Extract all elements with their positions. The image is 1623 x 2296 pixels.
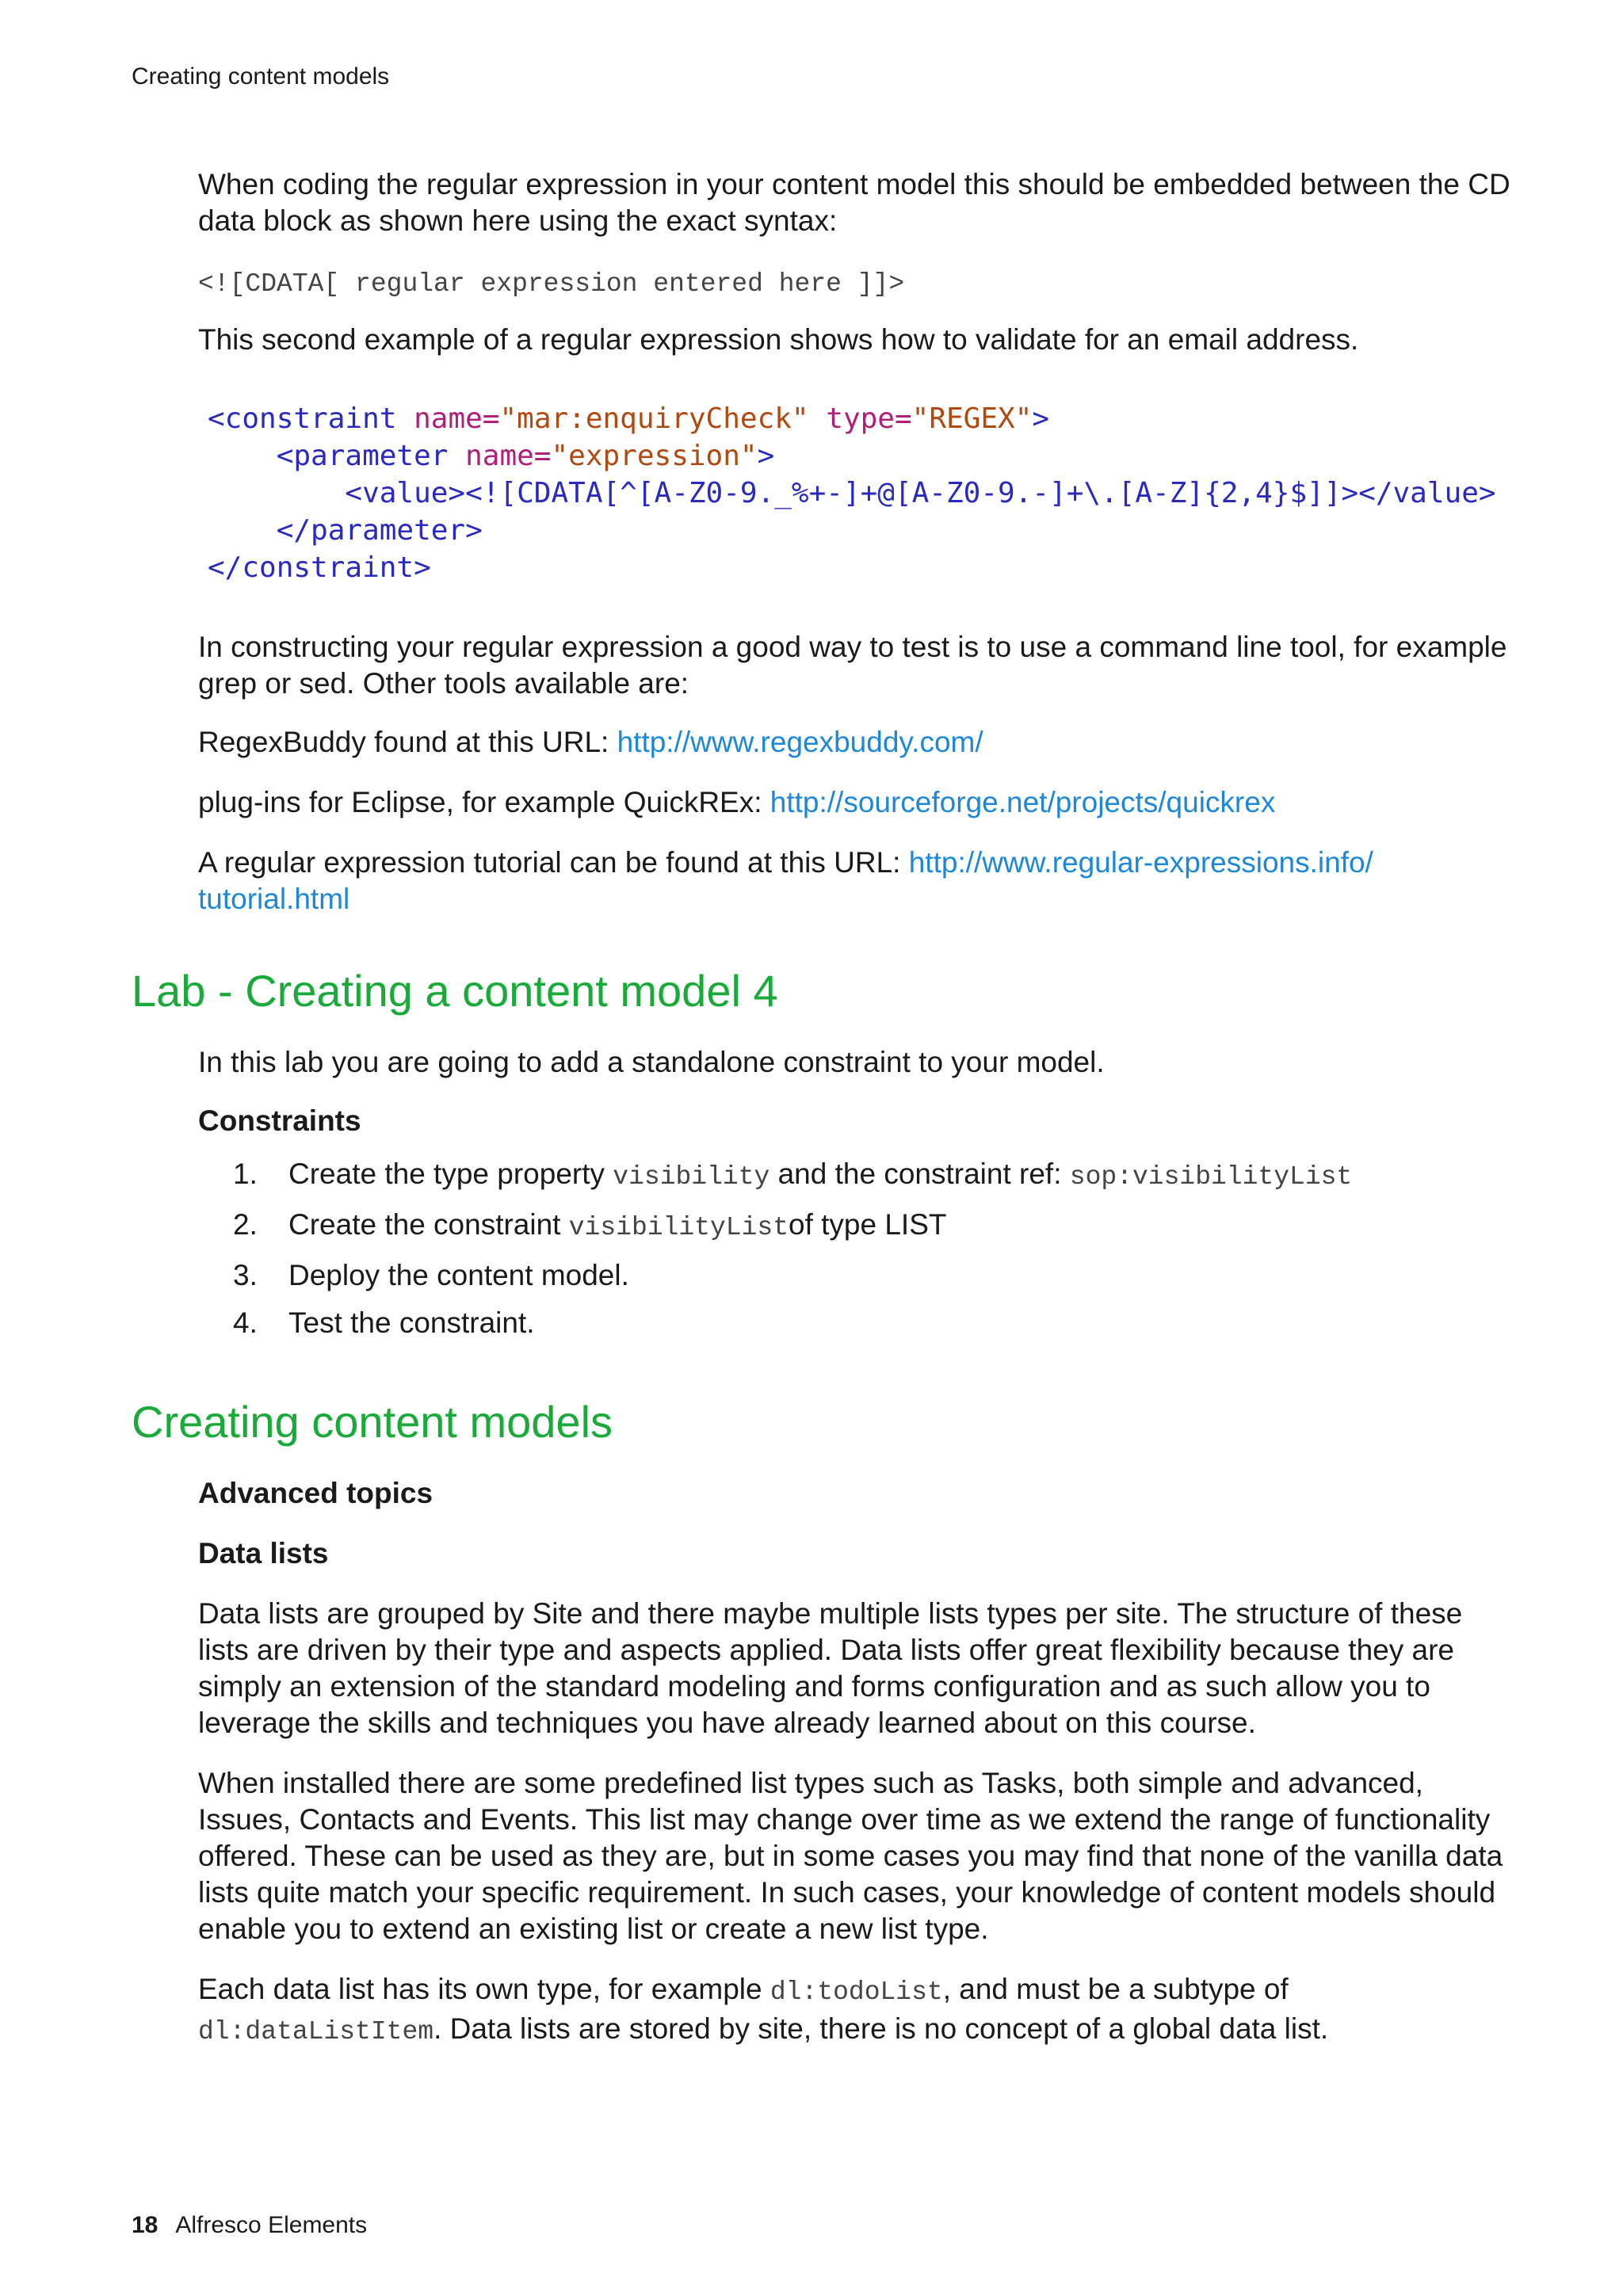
tutorial-line: A regular expression tutorial can be found at this URL: http://www.regular-expressions.info/ tutorial.html	[198, 846, 1373, 915]
lab-section	[198, 1044, 1514, 1347]
email-example-paragraph: This second example of a regular expression shows how to validate for an email address.	[198, 323, 1359, 356]
list-item: 1. Create the type property visibility and the constraint ref: sop:visibilityList	[233, 1158, 1353, 1192]
datalists-paragraph-1: Data lists are grouped by Site and there maybe multiple lists types per site. The structure of these lists are driven by their type and aspects applied. Data lists offer great flexibility because they are simply an extension of the standard modeling and forms configuration and as such allow you to leverage the skills and techniques you have already learned about on this course.	[198, 1597, 1463, 1739]
intro-section-2	[198, 322, 1514, 358]
regexbuddy-link[interactable]: http://www.regexbuddy.com/	[617, 726, 983, 758]
list-item: 4. Test the constraint.	[233, 1306, 535, 1339]
list-item: 3. Deploy the content model.	[233, 1259, 629, 1291]
lab-steps	[198, 1150, 1514, 1347]
regexbuddy-line: RegexBuddy found at this URL: http://www.regexbuddy.com/	[198, 726, 983, 758]
data-lists-heading: Data lists	[198, 1537, 329, 1569]
eclipse-line: plug-ins for Eclipse, for example QuickREx: http://sourceforge.net/projects/quickrex	[198, 786, 1276, 818]
tutorial-link[interactable]: http://www.regular-expressions.info/	[908, 846, 1373, 879]
datalists-paragraph-3: Each data list has its own type, for example dl:todoList, and must be a subtype of dl:dataListItem. Data lists are stored by site, there is no concept of a global data list.	[198, 1973, 1329, 2046]
page-footer	[132, 2212, 367, 2239]
running-header: Creating content models	[132, 63, 390, 90]
section-heading: Creating content models	[132, 1397, 613, 1447]
page-number: 18	[132, 2212, 158, 2238]
list-item: 2. Create the constraint visibilityListof type LIST	[233, 1208, 947, 1242]
lab-heading: Lab - Creating a content model 4	[132, 966, 778, 1016]
intro-paragraph: When coding the regular expression in your content model this should be embedded between the CD data block as shown here using the exact syntax:	[198, 168, 1510, 237]
tools-paragraph: In constructing your regular expression a good way to test is to use a command line tool, for example grep or sed. Other tools available are:	[198, 631, 1507, 700]
quickrex-link[interactable]: http://sourceforge.net/projects/quickrex	[769, 786, 1276, 818]
tools-section	[198, 629, 1514, 917]
regex-code-block: <constraint name="mar:enquiryCheck" type="REGEX"> <parameter name="expression"> <value><![CDATA[^[A-Z0-9._%+-]+@[A-Z0-9.-]+\.[A-Z]{2,4}$]]></value> </parameter> </constraint>	[208, 402, 1496, 584]
cdata-example: <![CDATA[ regular expression entered here ]]>	[198, 269, 905, 299]
intro-section	[198, 166, 1514, 239]
book-title: Alfresco Elements	[175, 2212, 368, 2238]
constraints-subheading: Constraints	[198, 1104, 361, 1137]
datalists-section	[198, 1475, 1514, 2050]
datalists-paragraph-2: When installed there are some predefined list types such as Tasks, both simple and advanced, Issues, Contacts and Events. This list may change over time as we extend the range of functionality offered. These can be used as they are, but in some cases you may find that none of the vanilla data lists quite match your specific requirement. In such cases, your knowledge of content models should enable you to extend an existing list or create a new list type.	[198, 1767, 1503, 1945]
advanced-topics-heading: Advanced topics	[198, 1477, 433, 1509]
lab-intro: In this lab you are going to add a standalone constraint to your model.	[198, 1046, 1105, 1078]
tutorial-link-cont[interactable]: tutorial.html	[198, 883, 350, 915]
